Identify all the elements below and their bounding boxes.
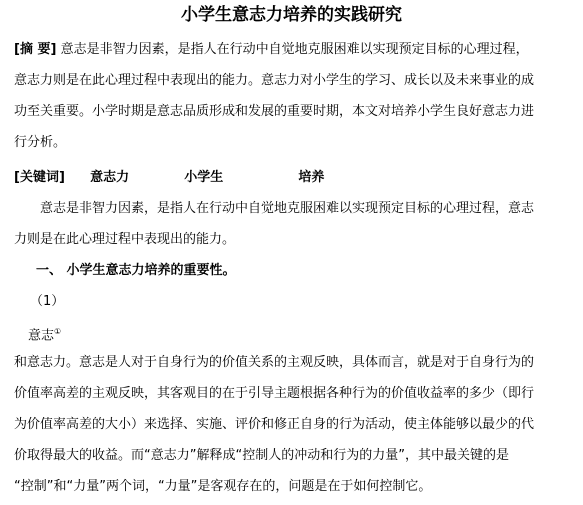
abstract-line: 意志力则是在此心理过程中表现出的能力。意志力对小学生的学习、成长以及未来事业的成	[14, 73, 535, 88]
abstract-line: 功至关重要。小学时期是意志品质形成和发展的重要时期，本文对培养小学生良好意志力进	[14, 104, 535, 119]
body-line: 和意志力。意志是人对于自身行为的价值关系的主观反映，具体而言，就是对于自身行为的	[14, 355, 535, 370]
abstract-text: 意志是非智力因素，是指人在行动中自觉地克服困难以实现预定目标的心理过程，	[60, 42, 529, 57]
subsection-label: （1）	[30, 294, 65, 309]
body-line: 价值率高差的主观反映，其客观目的在于引导主题根据各种行为的价值收益率的多少（即行	[14, 386, 535, 401]
body-line: 为价值率高差的大小）来选择、实施、评价和修正自身的行为活动，使主体能够以最少的代	[14, 417, 535, 432]
section-heading: 一、 小学生意志力培养的重要性。	[36, 263, 236, 278]
keyword: 意志力	[90, 170, 130, 185]
abstract-line	[14, 40, 577, 60]
term: 意志	[28, 328, 55, 344]
keyword: 培养	[298, 170, 325, 185]
term-line	[28, 322, 577, 346]
intro-line: 意志是非智力因素，是指人在行动中自觉地克服困难以实现预定目标的心理过程，意志	[40, 201, 535, 216]
body-line: “控制”和“力量”两个词，“力量”是客观存在的，问题是在于如何控制它。	[14, 479, 432, 494]
keywords-line	[14, 168, 577, 188]
body-line: 价取得最大的收益。而“意志力”解释成“控制人的冲动和行为的力量”，其中最关键的是	[14, 448, 509, 463]
keywords-label: [关键词]	[14, 170, 65, 185]
abstract-line: 行分析。	[14, 135, 67, 150]
abstract-label: [摘 要]	[14, 42, 57, 57]
intro-line: 力则是在此心理过程中表现出的能力。	[14, 232, 236, 247]
footnote-marker: ①	[54, 327, 62, 336]
document-title: 小学生意志力培养的实践研究	[181, 5, 402, 25]
keyword: 小学生	[184, 170, 224, 185]
